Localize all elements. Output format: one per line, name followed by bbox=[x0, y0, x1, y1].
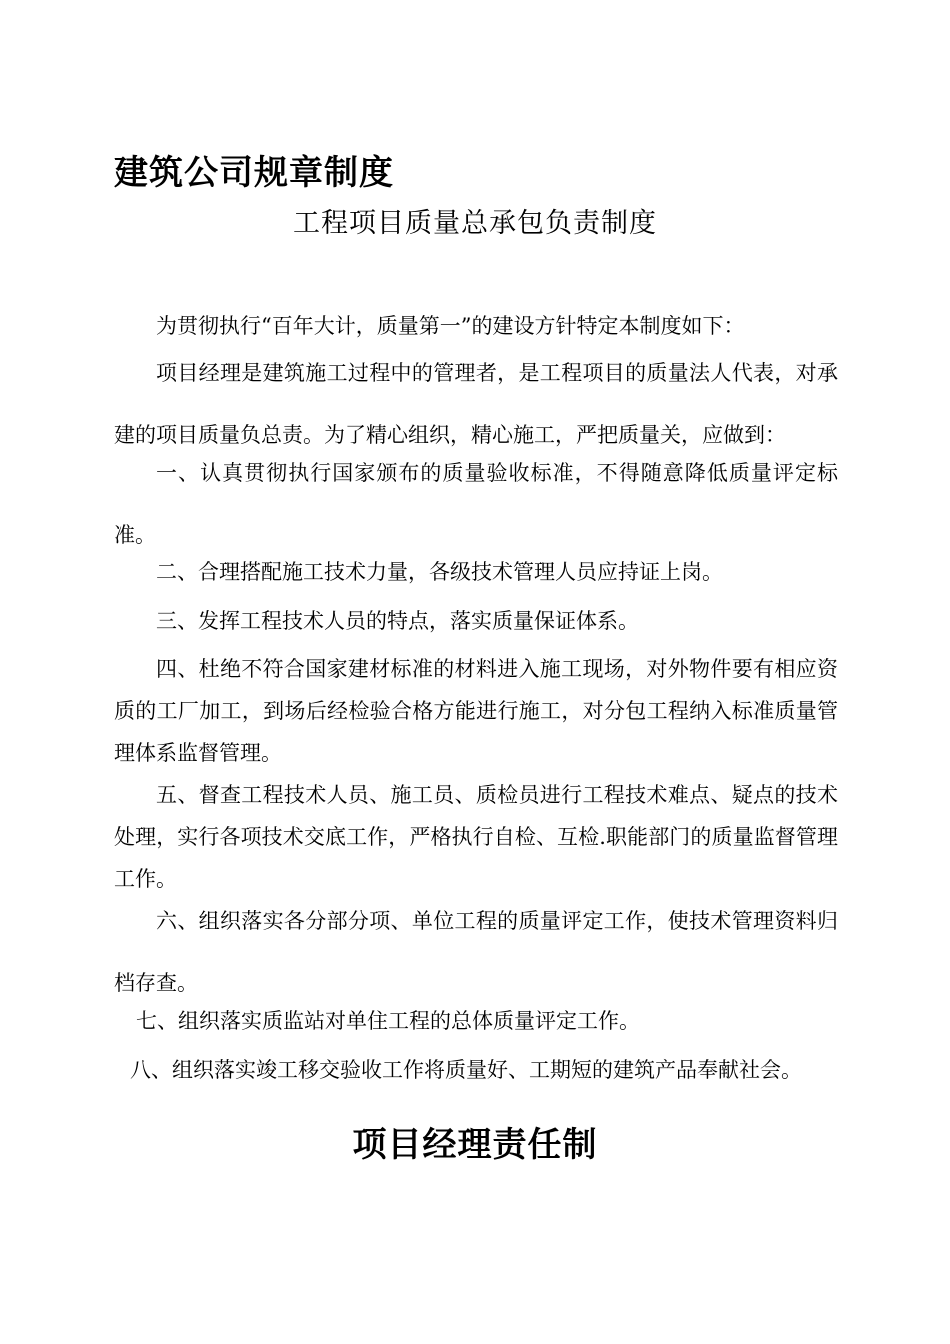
section-title-quality-system: 工程项目质量总承包负责制度 bbox=[293, 208, 657, 239]
paragraph-project-manager: 项目经理是建筑施工过程中的管理者，是工程项目的质量法人代表，对承建的项目质量负总责。为了精心组织，精心施工，严把质量关，应做到： bbox=[114, 361, 838, 447]
list-item-1: 一、认真贯彻执行国家颁布的质量验收标准，不得随意降低质量评定标准。 bbox=[114, 461, 838, 547]
section-title-project-manager-responsibility: 项目经理责任制 bbox=[352, 1125, 598, 1165]
list-item-4: 四、杜绝不符合国家建材标准的材料进入施工现场，对外物件要有相应资质的工厂加工，到场后经检验合格方能进行施工，对分包工程纳入标准质量管理体系监督管理。 bbox=[114, 657, 838, 765]
paragraph-intro: 为贯彻执行“百年大计，质量第一”的建设方针特定本制度如下： bbox=[156, 314, 745, 338]
list-item-7: 七、组织落实质监站对单住工程的总体质量评定工作。 bbox=[136, 1009, 640, 1033]
list-item-6: 六、组织落实各分部分项、单位工程的质量评定工作，使技术管理资料归档存查。 bbox=[114, 909, 838, 995]
document-main-title: 建筑公司规章制度 bbox=[114, 153, 394, 193]
list-item-2: 二、合理搭配施工技术力量，各级技术管理人员应持证上岗。 bbox=[156, 560, 723, 584]
list-item-5: 五、督查工程技术人员、施工员、质检员进行工程技术难点、疑点的技术处理，实行各项技术交底工作，严格执行自检、互检.职能部门的质量监督管理工作。 bbox=[114, 783, 838, 891]
list-item-8: 八、组织落实竣工移交验收工作将质量好、工期短的建筑产品奉献社会。 bbox=[130, 1058, 802, 1082]
list-item-3: 三、发挥工程技术人员的特点，落实质量保证体系。 bbox=[156, 609, 639, 633]
